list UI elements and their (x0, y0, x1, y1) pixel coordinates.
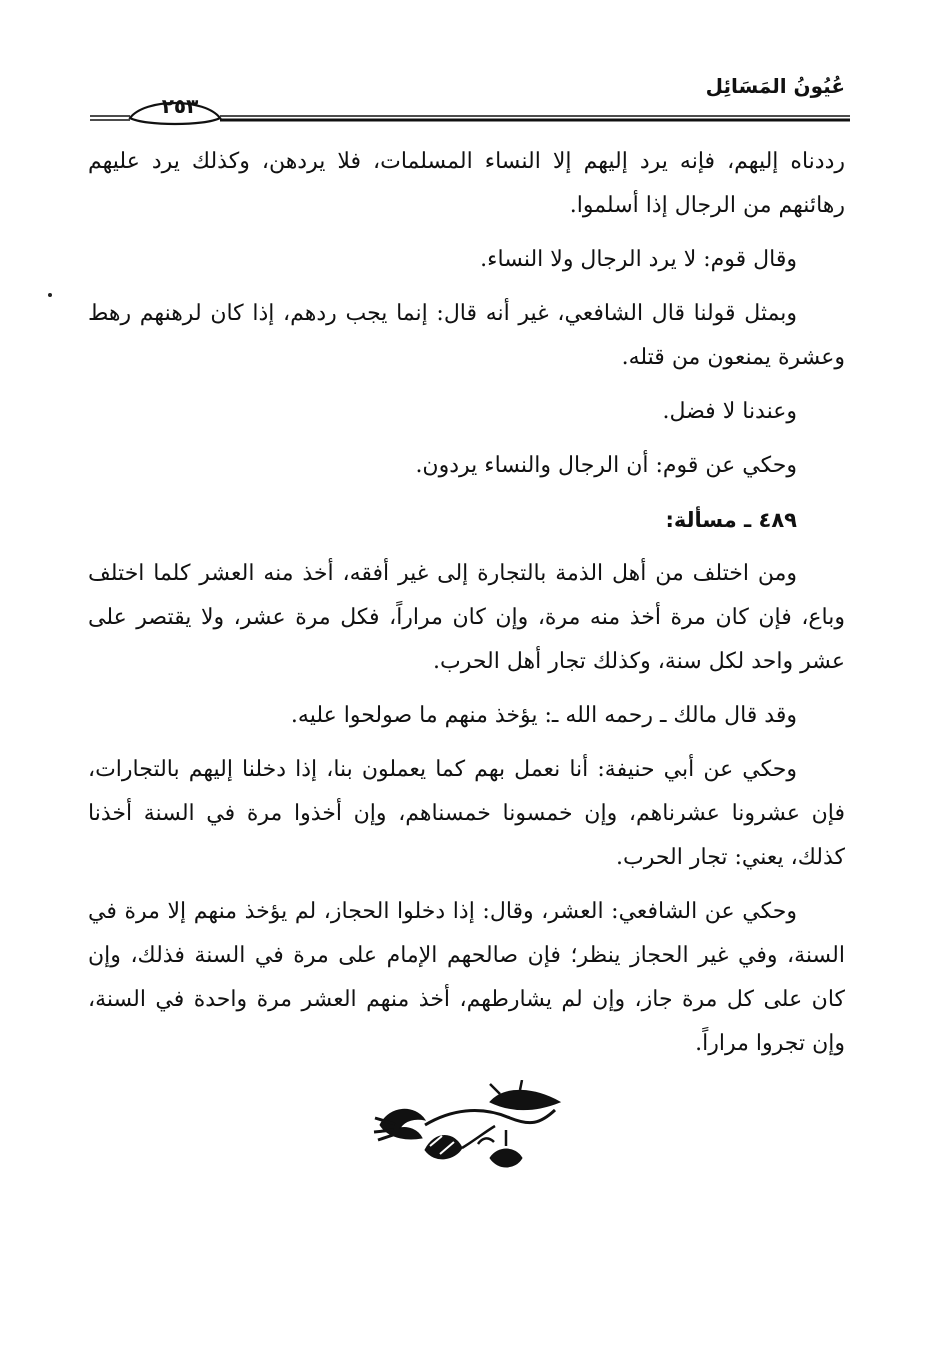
floral-tulip-ornament-icon (370, 1080, 570, 1180)
paragraph: وحكي عن أبي حنيفة: أنا نعمل بهم كما يعملون بنا، إذا دخلنا إليهم بالتجارات، فإن عشرونا عشرناهم، وإن خمسونا خمسناهم، وإن أخذوا مرة في السنة أخذنا كذلك، يعني: تجار الحرب. (88, 757, 845, 870)
paragraph: وحكي عن قوم: أن الرجال والنساء يردون. (415, 453, 797, 478)
page-number: ٢٥٣ (161, 94, 199, 118)
paragraph: وبمثل قولنا قال الشافعي، غير أنه قال: إنما يجب ردهم، إذا كان لرهنهم رهط وعشرة يمنعون من قتله. (88, 301, 845, 370)
section-heading: ٤٨٩ ـ مسألة: (665, 508, 797, 532)
stray-dot (48, 293, 52, 297)
paragraph: وعندنا لا فضل. (662, 399, 797, 424)
paragraph: وقد قال مالك ـ رحمه الله ـ: يؤخذ منهم ما صولحوا عليه. (290, 703, 797, 728)
paragraph: وقال قوم: لا يرد الرجال ولا النساء. (480, 247, 797, 272)
paragraph: ومن اختلف من أهل الذمة بالتجارة إلى غير أفقه، أخذ منه العشر كلما اختلف وباع، فإن كان مرة أخذ منه مرة، وإن كان مراراً، فكل مرة عشر، ولا يقتصر على عشر واحد لكل سنة، وكذلك تجار أهل الحرب. (88, 561, 845, 674)
running-title: عُيُونُ المَسَائِل (705, 74, 845, 98)
paragraph: رددناه إليهم، فإنه يرد إليهم إلا النساء المسلمات، فلا يردهن، وكذلك يرد عليهم رهائنهم من الرجال إذا أسلموا. (88, 149, 845, 218)
paragraph: وحكي عن الشافعي: العشر، وقال: إذا دخلوا الحجاز، لم يؤخذ منهم إلا مرة في السنة، وفي غير الحجاز ينظر؛ فإن صالحهم الإمام على مرة في السنة فذلك، وإن كان على كل مرة جاز، وإن لم يشارطهم، أخذ منهم العشر مرة واحدة في السنة، وإن تجروا مراراً. (88, 899, 845, 1056)
main-text (88, 140, 845, 1076)
